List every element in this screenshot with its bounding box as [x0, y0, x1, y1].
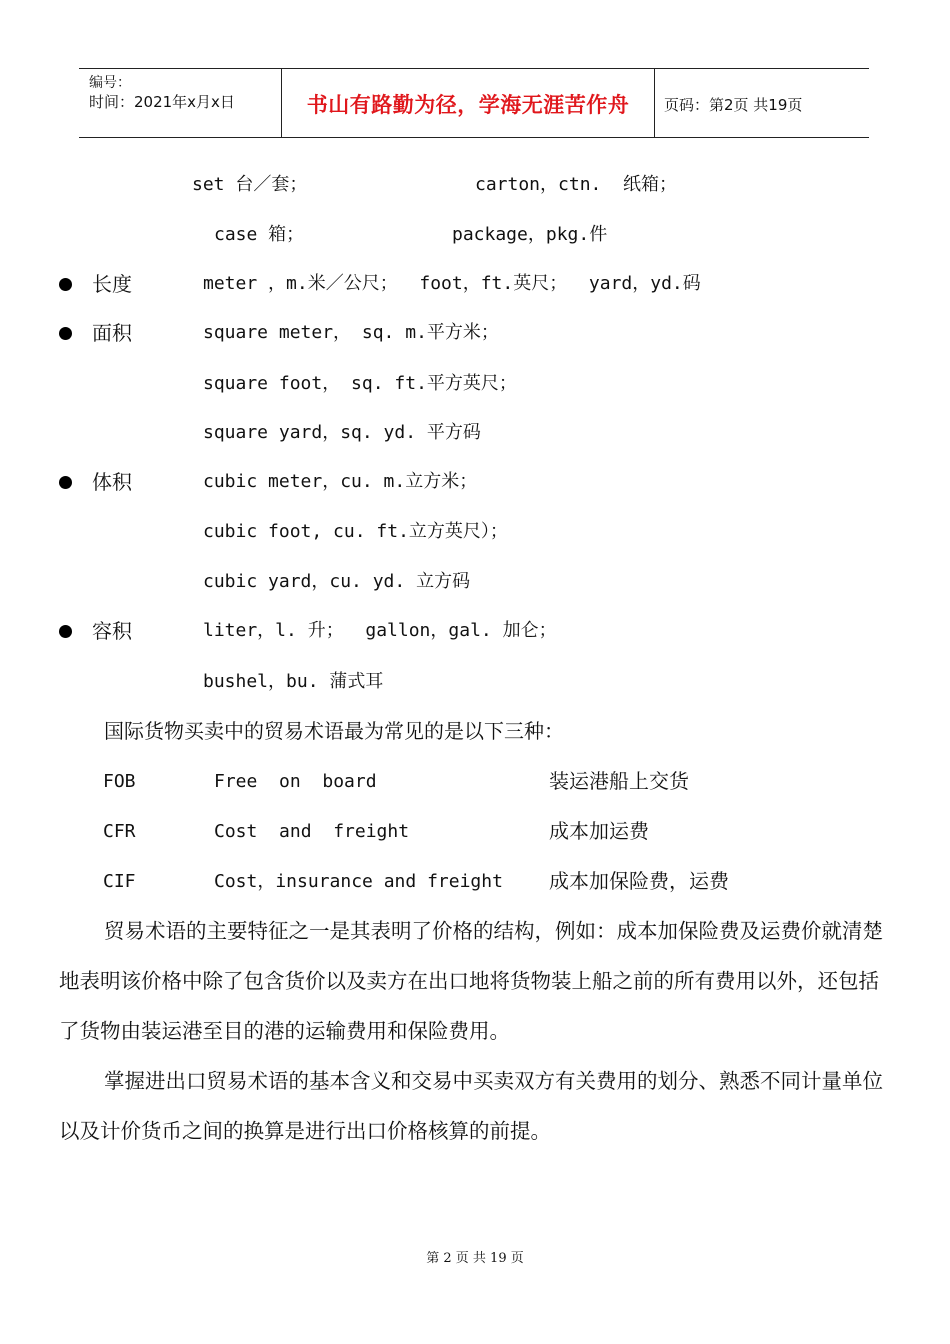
paragraph: 贸易术语的主要特征之一是其表明了价格的结构，例如：成本加保险费及运费价就清楚地表明该价格中除了包含货价以及卖方在出口地将货物装上船之前的所有费用以外，还包括了货物由装运港至目的港的运输费用和保险费用。: [59, 919, 883, 1043]
bullet-icon: [59, 476, 72, 489]
volume-line: cubic foot, cu. ft.立方英尺）；: [203, 521, 508, 542]
page-footer: 第 2 页 共 19 页: [426, 1251, 524, 1266]
term-english: Cost and freight: [214, 821, 410, 842]
header-motto: 书山有路勤为径，学海无涯苦作舟: [306, 93, 630, 117]
capacity-line: liter，l. 升； gallon，gal. 加仑；: [203, 620, 557, 641]
area-label: 面积: [92, 321, 132, 345]
header-motto-cell: [281, 69, 655, 137]
unit-carton: carton，ctn. 纸箱；: [475, 174, 678, 195]
capacity-line: bushel，bu. 蒲式耳: [203, 671, 384, 692]
header-info-cell: [79, 69, 281, 137]
terms-intro: 国际货物买卖中的贸易术语最为常见的是以下三种：: [104, 719, 564, 743]
term-code: CIF: [103, 871, 136, 892]
term-chinese: 装运港船上交货: [549, 769, 689, 793]
document-number-label: 编号：: [89, 75, 131, 91]
bullet-icon: [59, 625, 72, 638]
unit-case: case 箱；: [214, 224, 305, 245]
bullet-icon: [59, 278, 72, 291]
area-line: square foot， sq. ft.平方英尺；: [203, 373, 517, 394]
volume-line: cubic yard，cu. yd. 立方码: [203, 571, 471, 592]
unit-set: set 台／套；: [192, 174, 308, 195]
document-time-label: 时间：2021年x月x日: [89, 93, 235, 111]
area-line: square meter， sq. m.平方米；: [203, 322, 499, 343]
term-english: Cost，insurance and freight: [214, 871, 503, 892]
term-code: FOB: [103, 771, 136, 792]
header-page-label: 页码：第2页 共19页: [664, 96, 803, 114]
capacity-label: 容积: [92, 619, 132, 643]
bullet-icon: [59, 327, 72, 340]
volume-line: cubic meter，cu. m.立方米；: [203, 471, 478, 492]
volume-label: 体积: [92, 470, 132, 494]
term-chinese: 成本加保险费，运费: [549, 869, 729, 893]
unit-package: package，pkg.件: [452, 224, 608, 245]
header-page-cell: [654, 69, 869, 137]
term-english: Free on board: [214, 771, 377, 792]
term-code: CFR: [103, 821, 136, 842]
length-units: meter ，m.米／公尺； foot，ft.英尺； yard，yd.码: [203, 273, 701, 294]
length-label: 长度: [92, 272, 132, 296]
area-line: square yard，sq. yd. 平方码: [203, 422, 481, 443]
paragraph: 掌握进出口贸易术语的基本含义和交易中买卖双方有关费用的划分、熟悉不同计量单位以及计价货币之间的换算是进行出口价格核算的前提。: [59, 1069, 883, 1143]
page-header: [79, 68, 869, 138]
term-chinese: 成本加运费: [549, 819, 649, 843]
